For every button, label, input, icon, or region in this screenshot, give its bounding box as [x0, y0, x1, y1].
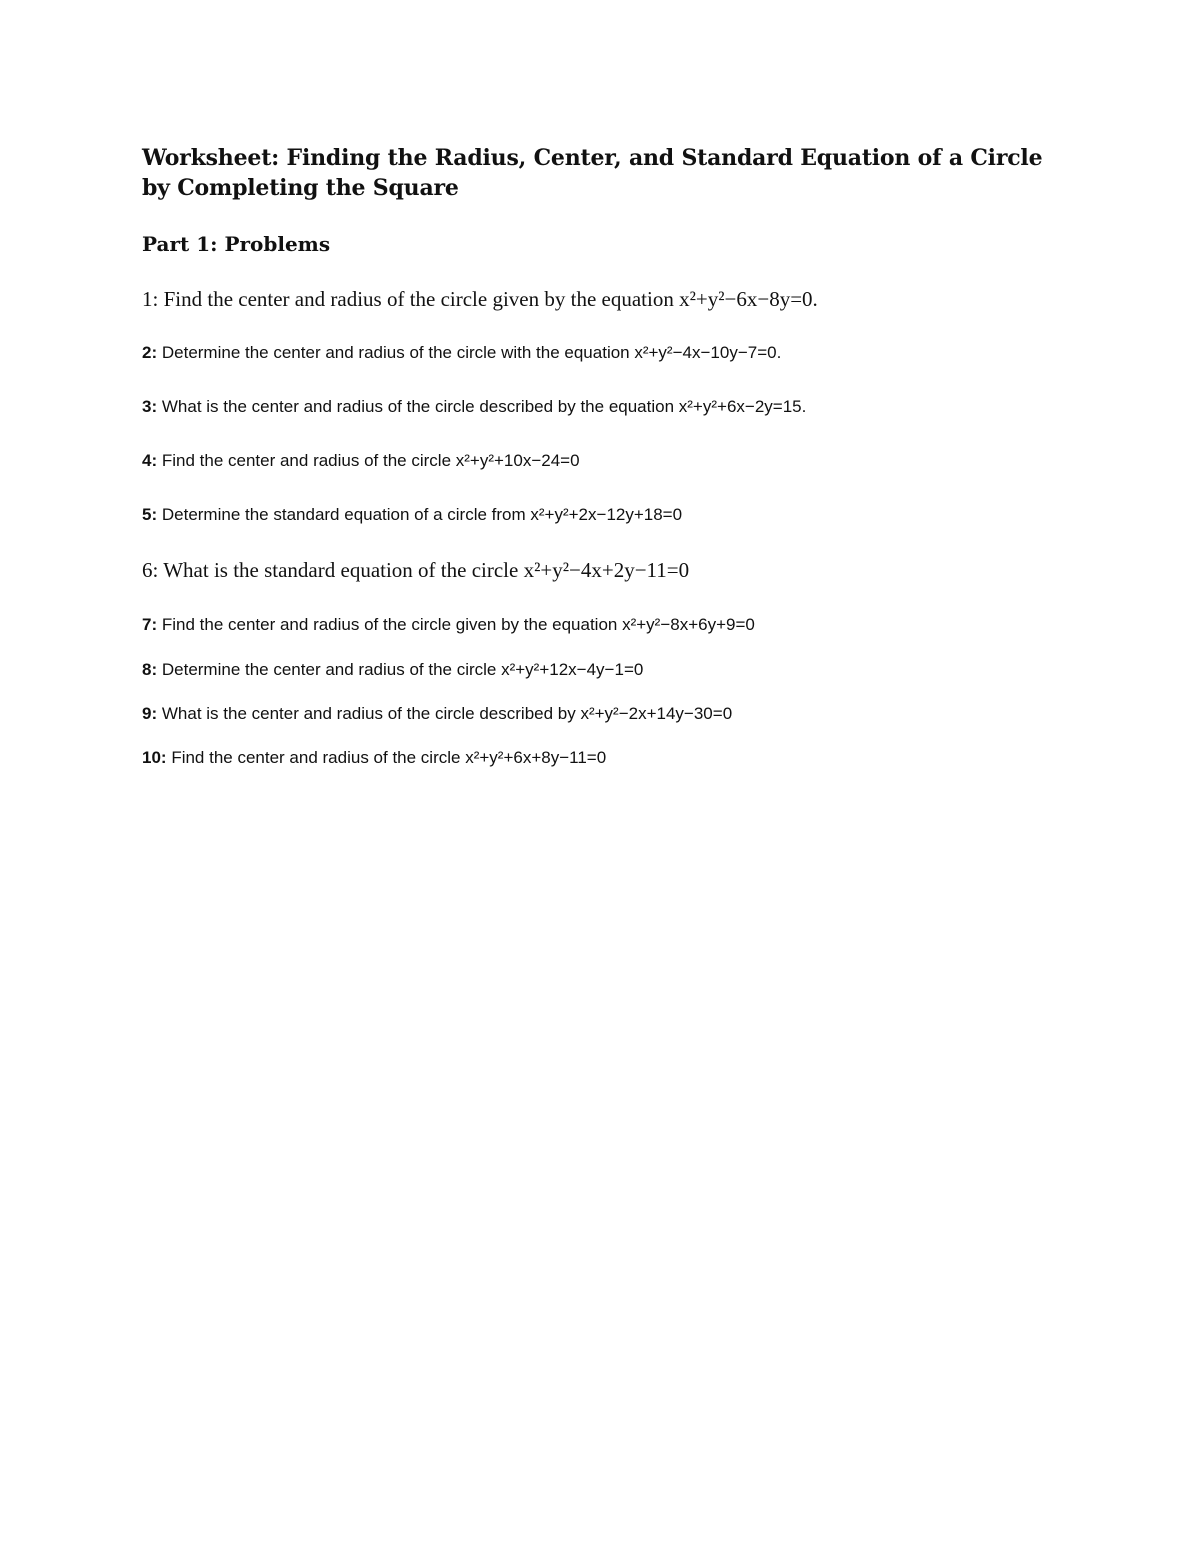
problem-text: Determine the center and radius of the circle with the equation x²+y²−4x−10y−7=0.: [161, 343, 782, 362]
problem-1: [142, 285, 818, 313]
problem-7: [142, 613, 755, 637]
problem-5: [142, 503, 682, 527]
problem-8: [142, 658, 643, 682]
problem-4: [142, 449, 580, 473]
problem-2: [142, 341, 781, 365]
problem-10: [142, 746, 606, 770]
problem-6: [142, 556, 689, 584]
problem-number: 2:: [142, 343, 158, 362]
problem-text: Find the center and radius of the circle x²+y²+6x+8y−11=0: [171, 748, 607, 767]
problem-9: [142, 702, 732, 726]
problem-text: Determine the center and radius of the circle x²+y²+12x−4y−1=0: [161, 660, 644, 679]
problem-text: What is the center and radius of the circle described by the equation x²+y²+6x−2y=15.: [161, 397, 807, 416]
problem-separator: :: [152, 558, 164, 582]
problem-number: 5:: [142, 505, 158, 524]
problem-text: Determine the standard equation of a circle from x²+y²+2x−12y+18=0: [161, 505, 683, 524]
problem-number: 9:: [142, 704, 158, 723]
problem-number: 4:: [142, 451, 158, 470]
part-heading: Part 1: Problems: [142, 232, 331, 256]
problem-number: 10:: [142, 748, 167, 767]
problem-number: 6: [142, 558, 153, 582]
problem-separator: :: [152, 287, 164, 311]
problem-text: What is the standard equation of the circle x²+y²−4x+2y−11=0: [163, 558, 690, 582]
problem-text: Find the center and radius of the circle given by the equation x²+y²−8x+6y+9=0: [161, 615, 755, 634]
problem-number: 1: [142, 287, 153, 311]
worksheet-title: Worksheet: Finding the Radius, Center, and Standard Equation of a Circle by Completing the Square: [142, 145, 1043, 201]
problem-text: What is the center and radius of the circle described by x²+y²−2x+14y−30=0: [161, 704, 733, 723]
problem-number: 3:: [142, 397, 158, 416]
problem-text: Find the center and radius of the circle x²+y²+10x−24=0: [161, 451, 580, 470]
problem-number: 7:: [142, 615, 158, 634]
problem-3: [142, 395, 806, 419]
problem-text: Find the center and radius of the circle given by the equation x²+y²−6x−8y=0.: [163, 287, 818, 311]
problem-number: 8:: [142, 660, 158, 679]
